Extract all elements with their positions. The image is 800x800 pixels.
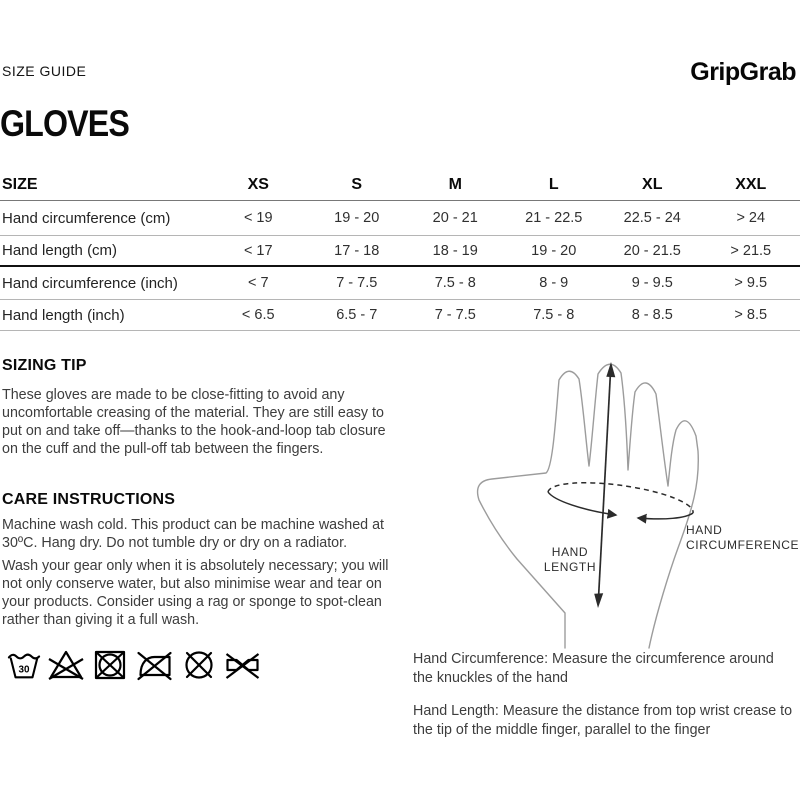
hand-circumference-label: HAND CIRCUMFERENCE <box>686 523 800 552</box>
cell-value: 8 - 9 <box>539 275 569 291</box>
cell-value: 18 - 19 <box>432 242 478 259</box>
hand-outline <box>478 364 699 648</box>
cell-value: > 8.5 <box>734 307 768 323</box>
column-header-size: SIZE <box>2 176 38 193</box>
cell-value: 9 - 9.5 <box>631 275 673 291</box>
cell-value: 20 - 21 <box>432 210 478 226</box>
sizing-tip-heading: SIZING TIP <box>2 357 87 374</box>
care-instructions-heading: CARE INSTRUCTIONS <box>2 491 176 508</box>
row-label: Hand circumference (inch) <box>2 274 178 292</box>
cell-value: 19 - 20 <box>334 210 380 226</box>
cell-value: > 21.5 <box>730 242 772 259</box>
row-label: Hand circumference (cm) <box>2 209 171 227</box>
column-header-s: S <box>351 176 363 193</box>
table-row <box>0 201 800 236</box>
cell-value: 19 - 20 <box>531 242 577 259</box>
table-row <box>0 300 800 331</box>
care-paragraph-2: Wash your gear only when it is absolutely necessary; you will not only conserve water, but also minimise wear and tear on your products. Consider using a rag or sponge to spot-clean rather than giving it a full wash. <box>2 558 389 628</box>
circumference-arrow-left <box>548 492 616 515</box>
cell-value: 7 - 7.5 <box>336 275 378 291</box>
column-header-xxl: XXL <box>735 176 767 193</box>
cell-value: 22.5 - 24 <box>623 210 681 226</box>
svg-text:30: 30 <box>18 664 30 676</box>
cell-value: 21 - 22.5 <box>525 210 583 226</box>
machine-wash-30-icon <box>7 648 41 682</box>
cell-value: 20 - 21.5 <box>623 242 681 259</box>
circumference-arrow-right <box>638 513 693 519</box>
column-header-xl: XL <box>642 176 663 193</box>
cell-value: 7.5 - 8 <box>533 307 575 323</box>
care-paragraph-1: Machine wash cold. This product can be machine washed at 30ºC. Hang dry. Do not tumble dry or dry on a radiator. <box>2 517 384 551</box>
do-not-dry-clean-icon <box>180 648 218 682</box>
column-header-xs: XS <box>247 176 269 193</box>
hand-length-label: HAND LENGTH <box>543 545 597 574</box>
circumference-ellipse-dashed <box>548 483 693 513</box>
cell-value: 17 - 18 <box>334 242 380 259</box>
care-symbols <box>7 648 261 682</box>
row-label: Hand length (cm) <box>2 242 118 259</box>
row-label: Hand length (inch) <box>2 306 125 324</box>
cell-value: < 7 <box>247 275 269 291</box>
length-arrowhead-bottom <box>594 593 603 608</box>
cell-value: < 19 <box>243 210 273 226</box>
table-row <box>0 267 800 300</box>
column-header-m: M <box>448 176 462 193</box>
do-not-iron-icon <box>135 648 174 682</box>
sizing-tip-body: These gloves are made to be close-fitting to avoid any uncomfortable creasing of the material. They are still easy to put on and take off—thanks to the hook-and-loop tab closure on the cuff and the pull-off tab between the fingers. <box>2 387 386 457</box>
table-row <box>0 236 800 267</box>
cell-value: < 6.5 <box>241 307 275 323</box>
cell-value: 7.5 - 8 <box>434 275 476 291</box>
cell-value: 8 - 8.5 <box>631 307 673 323</box>
size-table <box>0 170 800 331</box>
hand-diagram <box>420 352 800 652</box>
cell-value: 7 - 7.5 <box>434 307 476 323</box>
cell-value: 6.5 - 7 <box>336 307 378 323</box>
do-not-bleach-icon <box>47 648 85 682</box>
cell-value: > 9.5 <box>734 275 768 291</box>
page-title: GLOVES <box>0 103 129 144</box>
do-not-tumble-dry-icon <box>91 648 129 682</box>
cell-value: < 17 <box>243 242 273 259</box>
page-eyebrow: SIZE GUIDE <box>2 63 87 79</box>
brand-logo: GripGrab <box>690 58 796 86</box>
table-header-row <box>0 170 800 201</box>
note-hand-circumference: Hand Circumference: Measure the circumference around the knuckles of the hand <box>413 651 774 686</box>
note-hand-length: Hand Length: Measure the distance from top wrist crease to the tip of the middle finger, parallel to the finger <box>413 703 793 738</box>
column-header-l: L <box>548 176 559 193</box>
do-not-wring-icon <box>224 648 261 682</box>
cell-value: > 24 <box>736 210 766 226</box>
